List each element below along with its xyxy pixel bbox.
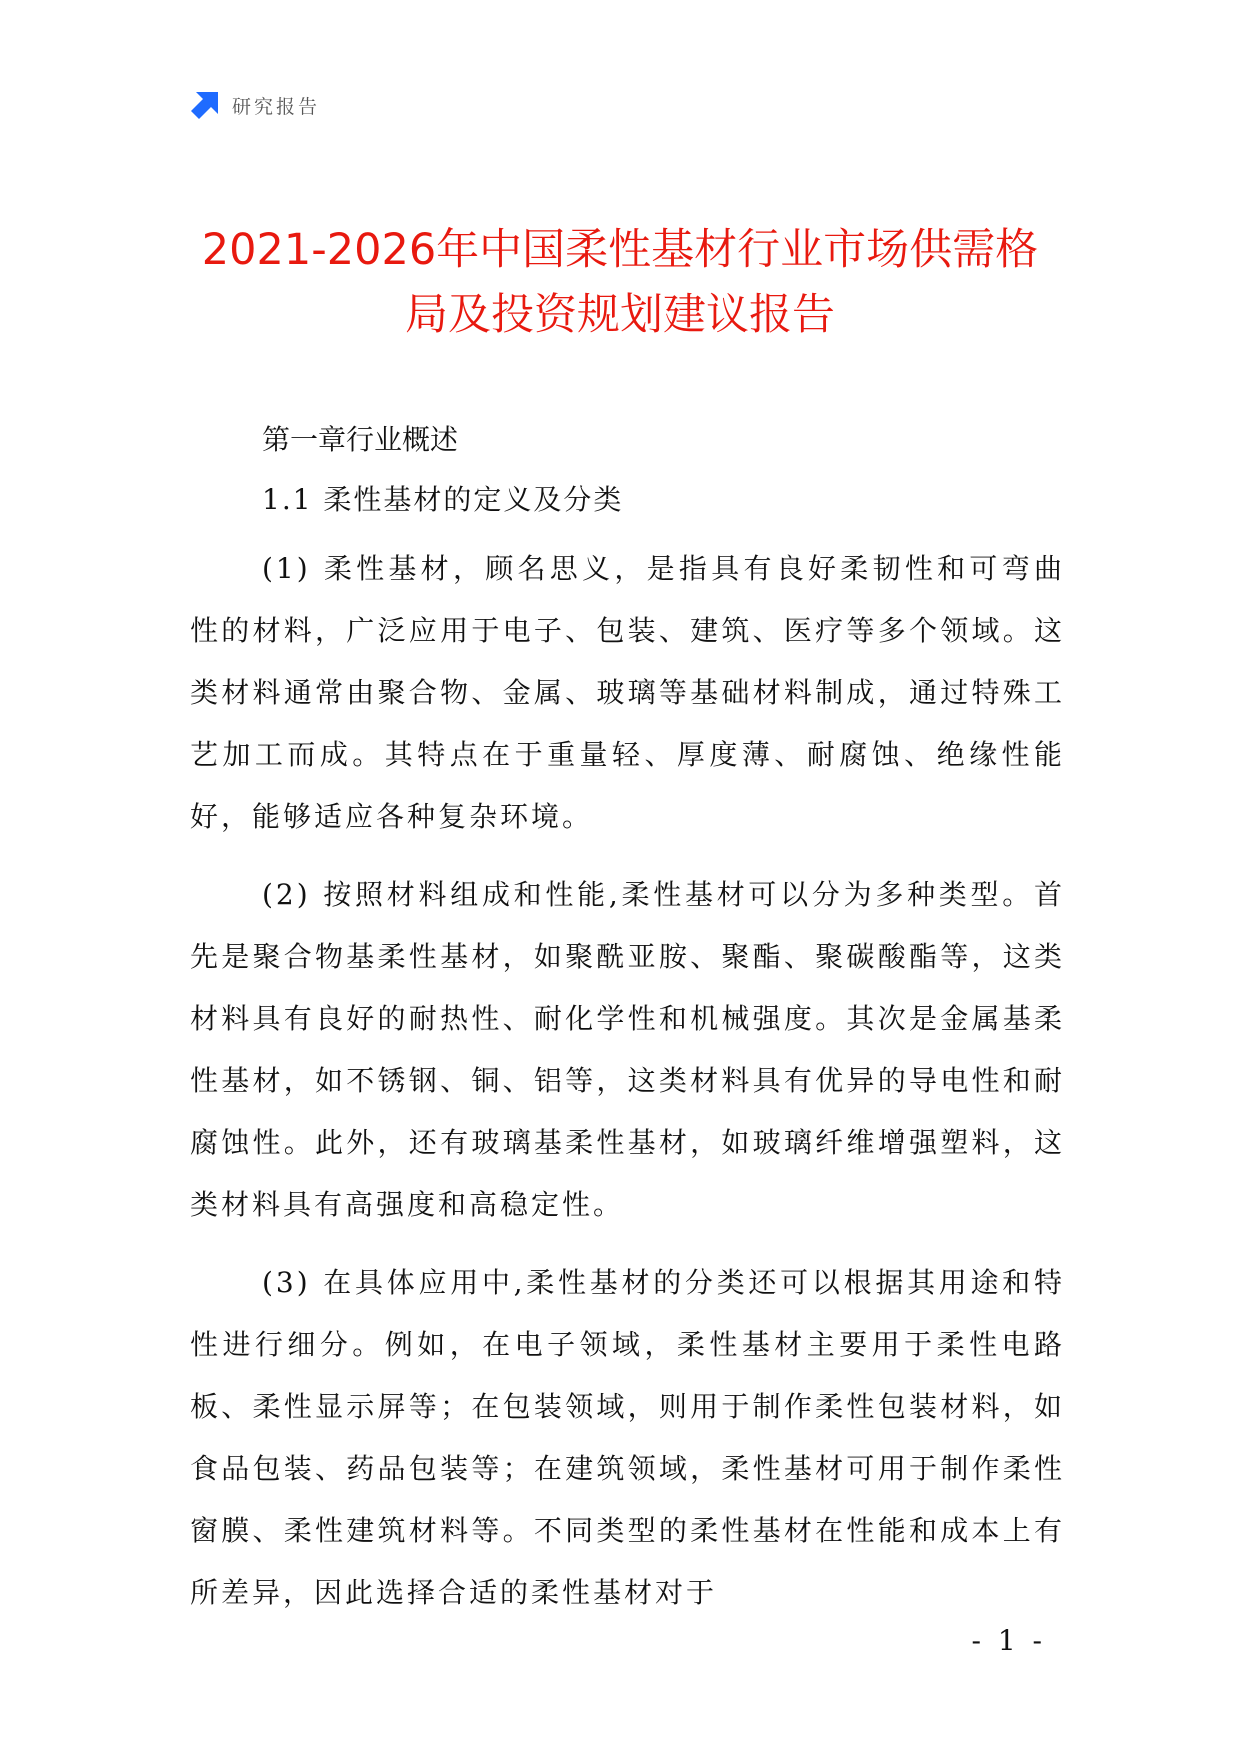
document-body bbox=[190, 418, 1065, 1624]
paragraph-3: (3) 在具体应用中,柔性基材的分类还可以根据其用途和特性进行细分。例如，在电子领域，柔性基材主要用于柔性电路板、柔性显示屏等；在包装领域，则用于制作柔性包装材料，如食品包装、药品包装等；在建筑领域，柔性基材可用于制作柔性窗膜、柔性建筑材料等。不同类型的柔性基材在性能和成本上有所差异，因此选择合适的柔性基材对于 bbox=[190, 1266, 1065, 1609]
section-heading: 1.1 柔性基材的定义及分类 bbox=[262, 483, 624, 516]
header-label: 研究报告 bbox=[232, 95, 321, 118]
paragraph-2: (2) 按照材料组成和性能,柔性基材可以分为多种类型。首先是聚合物基柔性基材，如聚酰亚胺、聚酯、聚碳酸酯等，这类材料具有良好的耐热性、耐化学性和机械强度。其次是金属基柔性基材，如不锈钢、铜、铝等，这类材料具有优异的导电性和耐腐蚀性。此外，还有玻璃基柔性基材，如玻璃纤维增强塑料，这类材料具有高强度和高稳定性。 bbox=[190, 878, 1065, 1221]
page-number: - 1 - bbox=[971, 1624, 1046, 1657]
report-title bbox=[150, 218, 1090, 348]
diagonal-arrow-icon bbox=[190, 90, 220, 120]
title-line-2: 局及投资规划建议报告 bbox=[405, 290, 835, 340]
chapter-heading: 第一章行业概述 bbox=[262, 423, 459, 456]
paragraph-1: (1) 柔性基材，顾名思义，是指具有良好柔韧性和可弯曲性的材料，广泛应用于电子、包装、建筑、医疗等多个领域。这类材料通常由聚合物、金属、玻璃等基础材料制成，通过特殊工艺加工而成。其特点在于重量轻、厚度薄、耐腐蚀、绝缘性能好，能够适应各种复杂环境。 bbox=[190, 552, 1065, 833]
report-header bbox=[190, 88, 320, 122]
title-line-1: 2021-2026年中国柔性基材行业市场供需格 bbox=[201, 225, 1039, 275]
